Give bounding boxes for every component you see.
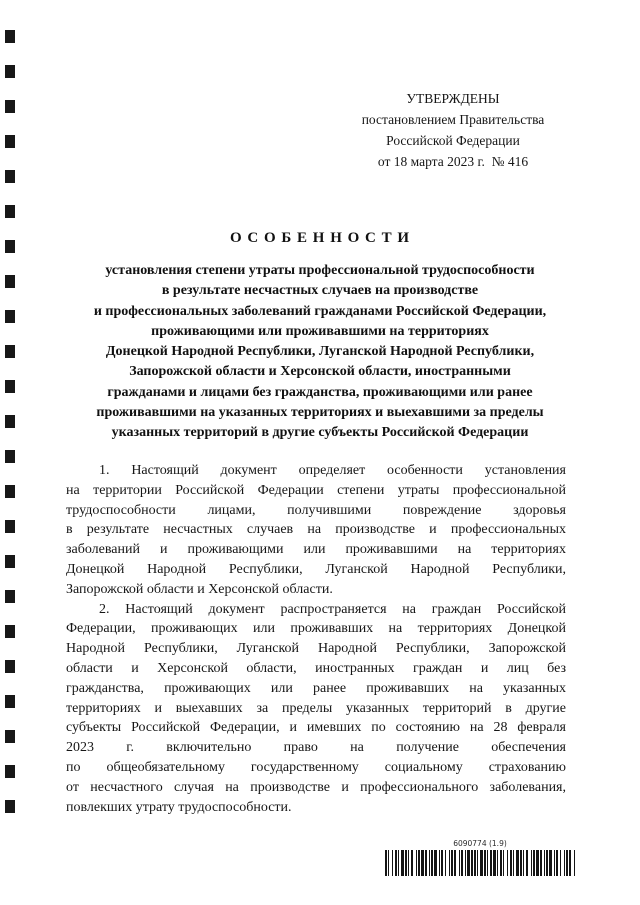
approval-block (344, 88, 562, 172)
barcode-label: 6090774 (1.9) (453, 839, 507, 848)
approval-line: УТВЕРЖДЕНЫ (406, 91, 500, 106)
registration-mark (5, 100, 15, 113)
subtitle-line: указанных территорий в другие субъекты Российской Федерации (111, 425, 529, 441)
registration-mark (5, 520, 15, 533)
approval-line: от 18 марта 2023 г. № 416 (377, 154, 529, 169)
registration-mark (5, 135, 15, 148)
body-line: области и Херсонской области, иностранных граждан и лиц без (66, 660, 566, 676)
document-title: О С О Б Е Н Н О С Т И (229, 230, 411, 246)
approval-line: постановлением Правительства (361, 112, 545, 127)
body-line: 2023 г. включительно право на получение обеспечения (66, 740, 566, 756)
subtitle-line: проживавшими на указанных территориях и выехавшими за пределы (96, 405, 544, 421)
registration-mark (5, 695, 15, 708)
body-line: гражданства, проживающих или ранее проживавших на указанных (66, 680, 566, 696)
body-line: 2. Настоящий документ распространяется на граждан Российской (99, 601, 566, 617)
body-line: Донецкой Народной Республики, Луганской Народной Республики, (66, 561, 566, 577)
subtitle-line: установления степени утраты профессиональной трудоспособности (105, 263, 535, 278)
registration-mark (5, 30, 15, 43)
registration-mark (5, 170, 15, 183)
registration-mark (5, 555, 15, 568)
registration-mark (5, 345, 15, 358)
registration-mark (5, 765, 15, 778)
document-subtitle (62, 261, 578, 444)
body-line: Запорожской области и Херсонской области. (66, 581, 333, 597)
body-line: 1. Настоящий документ определяет особенности установления (99, 463, 566, 478)
registration-mark (5, 205, 15, 218)
body-line: Народной Республики, Луганской Народной Республики, Запорожской (66, 641, 566, 657)
barcode-block (385, 839, 575, 876)
registration-mark (5, 730, 15, 743)
subtitle-line: Донецкой Народной Республики, Луганской Народной Республики, (105, 344, 535, 360)
registration-mark (5, 800, 15, 813)
registration-mark (5, 485, 15, 498)
registration-mark (5, 625, 15, 638)
body-line: Федерации, проживающих или проживавших на территориях Донецкой (66, 621, 566, 637)
subtitle-line: Запорожской области и Херсонской области, иностранными (129, 364, 511, 380)
body-line: по общеобязательному государственному социальному страхованию (66, 759, 566, 775)
subtitle-line: гражданами и лицами без гражданства, проживающими или ранее (107, 384, 533, 400)
registration-mark (5, 380, 15, 393)
body-line: от несчастного случая на производстве и профессионального заболевания, (66, 779, 566, 795)
subtitle-line: в результате несчастных случаев на производстве (161, 283, 479, 299)
document-body (66, 461, 566, 817)
registration-mark (5, 415, 15, 428)
registration-mark (5, 660, 15, 673)
barcode-bar (574, 850, 575, 876)
registration-mark (5, 450, 15, 463)
body-line: в результате несчастных случаев на производстве и профессиональных (66, 522, 566, 538)
approval-line: Российской Федерации (386, 133, 520, 148)
subtitle-line: и профессиональных заболеваний гражданами Российской Федерации, (93, 303, 547, 319)
registration-marks (0, 0, 20, 905)
body-line: территориях и выехавших за пределы указанных территорий в другие (66, 700, 566, 716)
body-line: повлекших утрату трудоспособности. (66, 799, 292, 815)
paragraph-2 (66, 600, 566, 818)
body-line: трудоспособности лицами, получившими повреждение здоровья (66, 502, 566, 518)
body-line: на территории Российской Федерации степени утраты профессиональной (66, 482, 566, 498)
body-line: субъекты Российской Федерации, и имевших по состоянию на 28 февраля (66, 720, 566, 736)
registration-mark (5, 590, 15, 603)
registration-mark (5, 310, 15, 323)
registration-mark (5, 275, 15, 288)
subtitle-line: проживающими или проживавшими на территориях (151, 323, 489, 339)
paragraph-1 (66, 461, 566, 600)
registration-mark (5, 65, 15, 78)
body-line: заболеваний и проживающими или проживавшими на территориях (66, 542, 566, 558)
barcode (385, 850, 575, 876)
